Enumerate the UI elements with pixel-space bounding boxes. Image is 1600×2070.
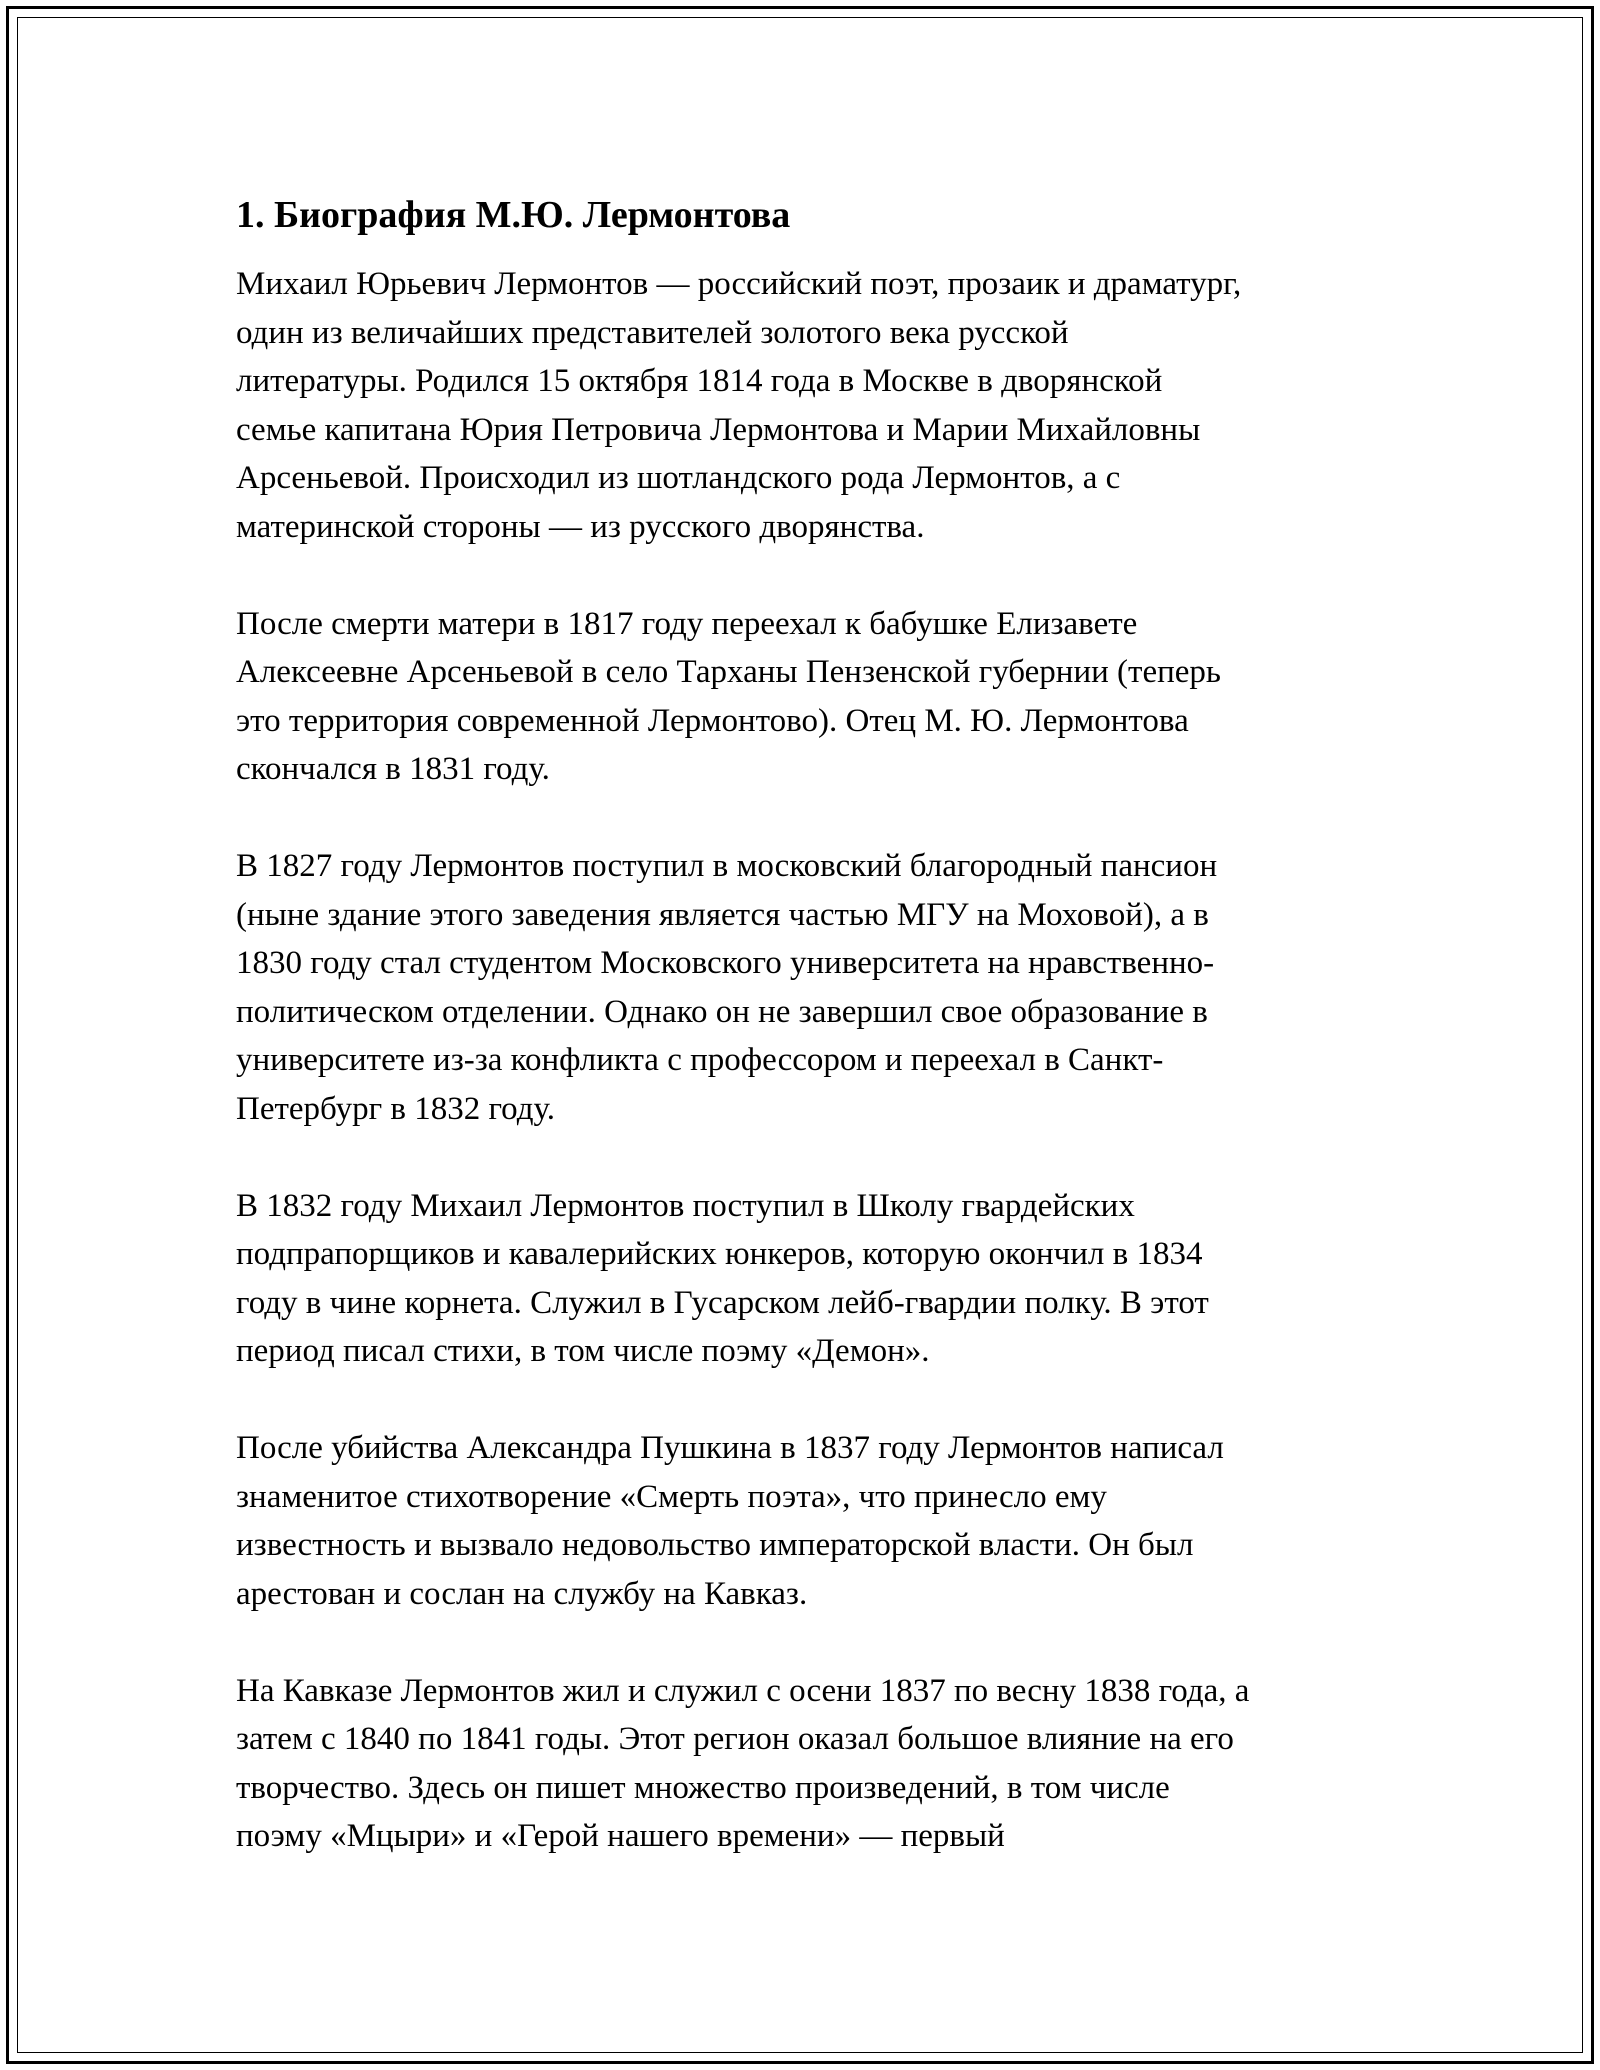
text-line: Михаил Юрьевич Лермонтов — российский поэт, прозаик и драматург, [236,266,1242,302]
text-line: После смерти матери в 1817 году переехал к бабушке Елизавете [236,605,1138,642]
section-heading: 1. Биография М.Ю. Лермонтова [236,194,791,236]
paragraph-4 [236,1182,1376,1376]
text-line: знаменитое стихотворение «Смерть поэта», что принесло ему [236,1478,1107,1515]
text-line: На Кавказе Лермонтов жил и служил с осени 1837 по весну 1838 года, а [236,1672,1250,1709]
text-line: В 1827 году Лермонтов поступил в московский благородный пансион [236,848,1218,884]
text-line: творчество. Здесь он пишет множество произведений, в том числе [236,1769,1170,1806]
paragraph-5 [236,1424,1376,1618]
text-line: После убийства Александра Пушкина в 1837 году Лермонтов написал [236,1430,1224,1466]
text-line: арестован и сослан на службу на Кавказ. [236,1575,808,1612]
text-line: поэму «Мцыри» и «Герой нашего времени» — первый [236,1818,1005,1854]
text-line: литературы. Родился 15 октября 1814 года в Москве в дворянской [236,363,1163,399]
text-line: году в чине корнета. Служил в Гусарском лейб-гвардии полку. В этот [236,1284,1209,1321]
text-line: 1830 году стал студентом Московского университета на нравственно- [236,945,1215,981]
text-line: скончался в 1831 году. [236,751,550,787]
text-line: один из величайших представителей золотого века русской [236,314,1069,351]
text-line: семье капитана Юрия Петровича Лермонтова и Марии Михайловны [236,411,1201,448]
text-line: затем с 1840 по 1841 годы. Этот регион оказал большое влияние на его [236,1721,1234,1757]
paragraph-6 [236,1667,1376,1861]
text-line: Петербург в 1832 году. [236,1090,555,1127]
text-line: политическом отделении. Однако он не завершил свое образование в [236,993,1208,1030]
text-line: известность и вызвало недовольство императорской власти. Он был [236,1527,1194,1563]
text-line: университете из-за конфликта с профессором и переехал в Санкт- [236,1042,1164,1078]
text-line: (ныне здание этого заведения является частью МГУ на Моховой), а в [236,896,1209,933]
paragraph-1 [236,260,1376,551]
paragraph-2 [236,600,1376,794]
text-line: материнской стороны — из русского дворянства. [236,508,925,545]
text-line: В 1832 году Михаил Лермонтов поступил в Школу гвардейских [236,1187,1135,1224]
text-line: Алексеевне Арсеньевой в село Тарханы Пензенской губернии (теперь [236,654,1221,690]
paragraph-3 [236,842,1376,1133]
document-body [236,186,1376,1909]
text-line: Арсеньевой. Происходил из шотландского рода Лермонтов, а с [236,460,1121,496]
text-line: это территория современной Лермонтово). Отец М. Ю. Лермонтова [236,702,1189,739]
paragraphs-container [236,260,1376,1861]
text-line: подпрапорщиков и кавалерийских юнкеров, которую окончил в 1834 [236,1236,1203,1272]
text-line: период писал стихи, в том числе поэму «Демон». [236,1333,930,1369]
